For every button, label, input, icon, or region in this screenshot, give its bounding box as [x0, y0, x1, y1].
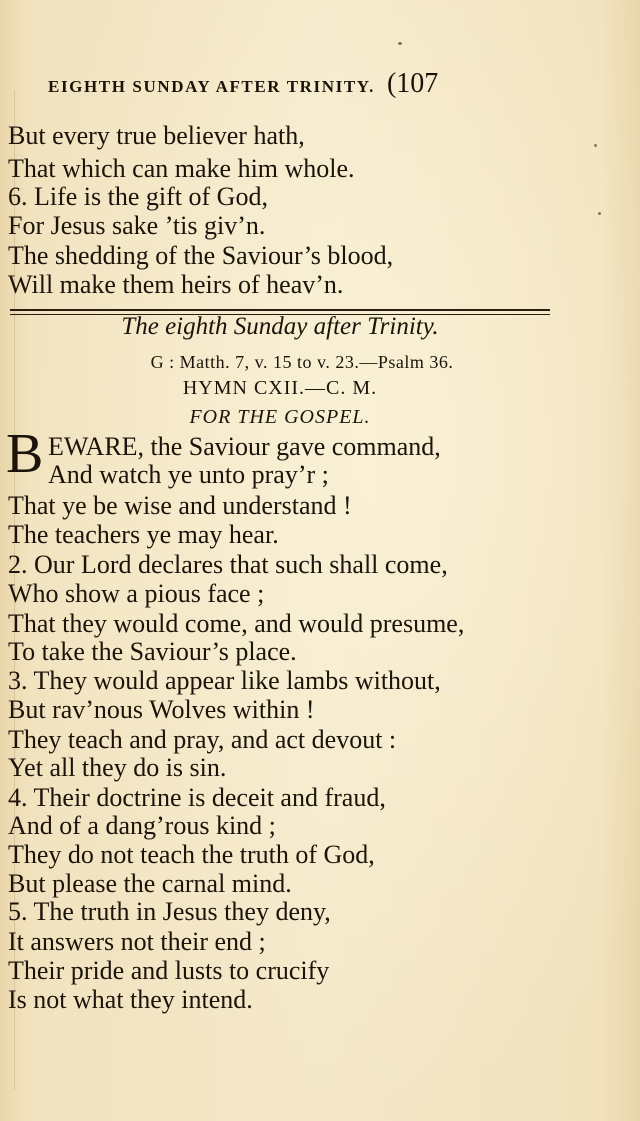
page-number: (107 [386, 68, 439, 99]
hymn-subtitle: FOR THE GOSPEL. [189, 406, 371, 428]
ink-speck [598, 212, 601, 215]
hymn-second-line: And watch ye unto pray’r ; [48, 460, 329, 489]
running-head: EIGHTH SUNDAY AFTER TRINITY. [48, 77, 375, 96]
hymn-line: It answers not their end ; [8, 927, 266, 956]
verse-line: The shedding of the Saviour’s blood, [8, 241, 394, 270]
verse-line: 6. Life is the gift of God, [8, 182, 268, 211]
hymn-line: Yet all they do is sin. [8, 753, 227, 782]
hymn-line: 5. The truth in Jesus they deny, [8, 897, 331, 926]
hymn-line: But please the carnal mind. [8, 869, 292, 898]
hymn-first-line: EWARE, the Saviour gave command, [48, 432, 441, 461]
hymn-line: Is not what they intend. [8, 985, 253, 1014]
hymn-line: 2. Our Lord declares that such shall come, [8, 550, 448, 579]
hymn-line: They teach and pray, and act devout : [8, 725, 397, 754]
hymn-line: Their pride and lusts to crucify [8, 956, 330, 985]
hymn-number: HYMN CXII.—C. M. [182, 377, 378, 399]
verse-line: Will make them heirs of heav’n. [8, 270, 344, 299]
scripture-reference: G : Matth. 7, v. 15 to v. 23.—Psalm 36. [150, 352, 454, 372]
section-title: The eighth Sunday after Trinity. [121, 313, 439, 340]
section-divider [10, 309, 550, 311]
hymn-line: That ye be wise and understand ! [8, 491, 352, 520]
hymn-line: They do not teach the truth of God, [8, 840, 375, 869]
hymn-line: To take the Saviour’s place. [8, 637, 297, 666]
ink-speck [594, 144, 597, 147]
verse-line: For Jesus sake ’tis giv’n. [8, 211, 266, 240]
drop-cap: B [6, 423, 44, 485]
hymn-line: And of a dang’rous kind ; [8, 811, 276, 840]
ink-speck [398, 42, 402, 45]
verse-line: That which can make him whole. [8, 154, 355, 183]
verse-line: But every true believer hath, [8, 121, 305, 150]
hymn-line: That they would come, and would presume, [8, 609, 465, 638]
hymn-line: But rav’nous Wolves within ! [8, 695, 315, 724]
hymn-line: The teachers ye may hear. [8, 520, 279, 549]
running-header [48, 68, 568, 104]
hymn-line: 3. They would appear like lambs without, [8, 666, 441, 695]
hymn-line: Who show a pious face ; [8, 579, 265, 608]
hymn-line: 4. Their doctrine is deceit and fraud, [8, 783, 386, 812]
